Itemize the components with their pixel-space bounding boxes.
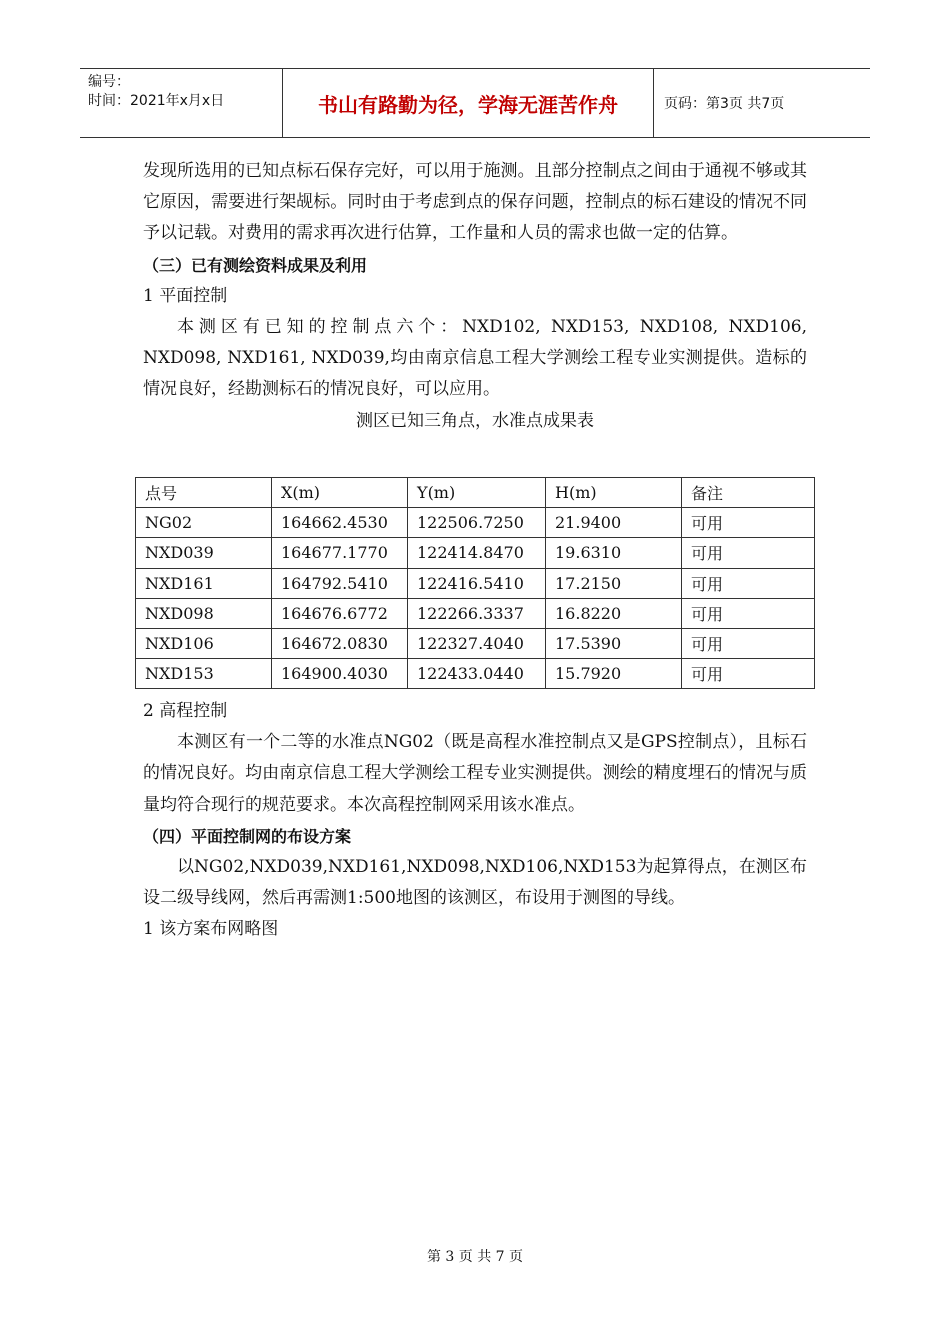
table-row — [136, 659, 815, 689]
table-cell: NXD106 — [136, 628, 272, 658]
table-cell: NXD161 — [136, 568, 272, 598]
page-footer: 第 3 页 共 7 页 — [426, 1249, 524, 1265]
table-cell: 122433.0440 — [408, 659, 546, 689]
table-cell: 19.6310 — [546, 538, 682, 568]
table-cell: 164677.1770 — [272, 538, 408, 568]
table-row — [136, 568, 815, 598]
table-cell: 122414.8470 — [408, 538, 546, 568]
table-cell: NG02 — [136, 508, 272, 538]
subheading-elevation-control: 2 高程控制 — [143, 701, 228, 721]
table-row — [136, 628, 815, 658]
table-header-cell: 备注 — [682, 478, 815, 508]
table-cell: 122506.7250 — [408, 508, 546, 538]
table-header-cell: H(m) — [546, 478, 682, 508]
table-cell: 164672.0830 — [272, 628, 408, 658]
table-cell: 21.9400 — [546, 508, 682, 538]
table-cell: NXD153 — [136, 659, 272, 689]
table-cell: 122266.3337 — [408, 598, 546, 628]
table-cell: 164900.4030 — [272, 659, 408, 689]
table-cell: 16.8220 — [546, 598, 682, 628]
table-row — [136, 598, 815, 628]
table-cell: 15.7920 — [546, 659, 682, 689]
table-row — [136, 538, 815, 568]
table-cell: 122416.5410 — [408, 568, 546, 598]
table-cell: 17.5390 — [546, 628, 682, 658]
table-header-cell: X(m) — [272, 478, 408, 508]
table-caption: 测区已知三角点，水准点成果表 — [356, 410, 594, 431]
time-label: 时间：2021年x月x日 — [88, 93, 225, 109]
header-motto: 书山有路勤为径，学海无涯苦作舟 — [282, 69, 654, 137]
paragraph-2: 本测区有已知的控制点六个：NXD102, NXD153, NXD108, NXD106, NXD098, NXD161, NXD039,均由南京信息工程大学测绘工程专业实测提供。造标的情况良好，经勘测标石的情况良好，可以应用。 — [143, 317, 807, 400]
paragraph-4: 以NG02,NXD039,NXD161,NXD098,NXD106,NXD153为起算得点，在测区布设二级导线网，然后再需测1:500地图的该测区，布设用于测图的导线。 — [143, 857, 807, 909]
table-header-cell: 点号 — [136, 478, 272, 508]
table-cell: NXD039 — [136, 538, 272, 568]
table-cell: 可用 — [682, 538, 815, 568]
table-cell: 122327.4040 — [408, 628, 546, 658]
table-cell: NXD098 — [136, 598, 272, 628]
table-cell: 可用 — [682, 628, 815, 658]
control-point-table — [135, 477, 815, 689]
table-cell: 164662.4530 — [272, 508, 408, 538]
page-header — [80, 68, 870, 138]
section-heading-4: （四）平面控制网的布设方案 — [143, 826, 352, 846]
paragraph-3: 本测区有一个二等的水准点NG02（既是高程水准控制点又是GPS控制点），且标石的情况良好。均由南京信息工程大学测绘工程专业实测提供。测绘的精度埋石的情况与质量均符合现行的规范要求。本次高程控制网采用该水准点。 — [143, 732, 807, 815]
table-cell: 可用 — [682, 598, 815, 628]
header-page-info: 页码：第3页 共7页 — [664, 96, 785, 112]
table-cell: 可用 — [682, 508, 815, 538]
number-label: 编号： — [88, 74, 130, 90]
table-cell: 164676.6772 — [272, 598, 408, 628]
table-cell: 17.2150 — [546, 568, 682, 598]
table-cell: 164792.5410 — [272, 568, 408, 598]
header-meta — [80, 69, 282, 137]
subheading-network-sketch: 1 该方案布网略图 — [143, 919, 279, 940]
section-heading-3: （三）已有测绘资料成果及利用 — [143, 255, 368, 275]
table-header-cell: Y(m) — [408, 478, 546, 508]
table-row — [136, 508, 815, 538]
subheading-plane-control: 1 平面控制 — [143, 285, 228, 306]
document-body-bottom — [143, 696, 807, 946]
table-cell: 可用 — [682, 659, 815, 689]
table-header-row — [136, 478, 815, 508]
paragraph-1: 发现所选用的已知点标石保存完好，可以用于施测。且部分控制点之间由于通视不够或其它原因，需要进行架觇标。同时由于考虑到点的保存问题，控制点的标石建设的情况不同予以记载。对费用的需求再次进行估算，工作量和人员的需求也做一定的估算。 — [143, 161, 807, 244]
table-cell: 可用 — [682, 568, 815, 598]
document-body-top — [143, 156, 807, 437]
